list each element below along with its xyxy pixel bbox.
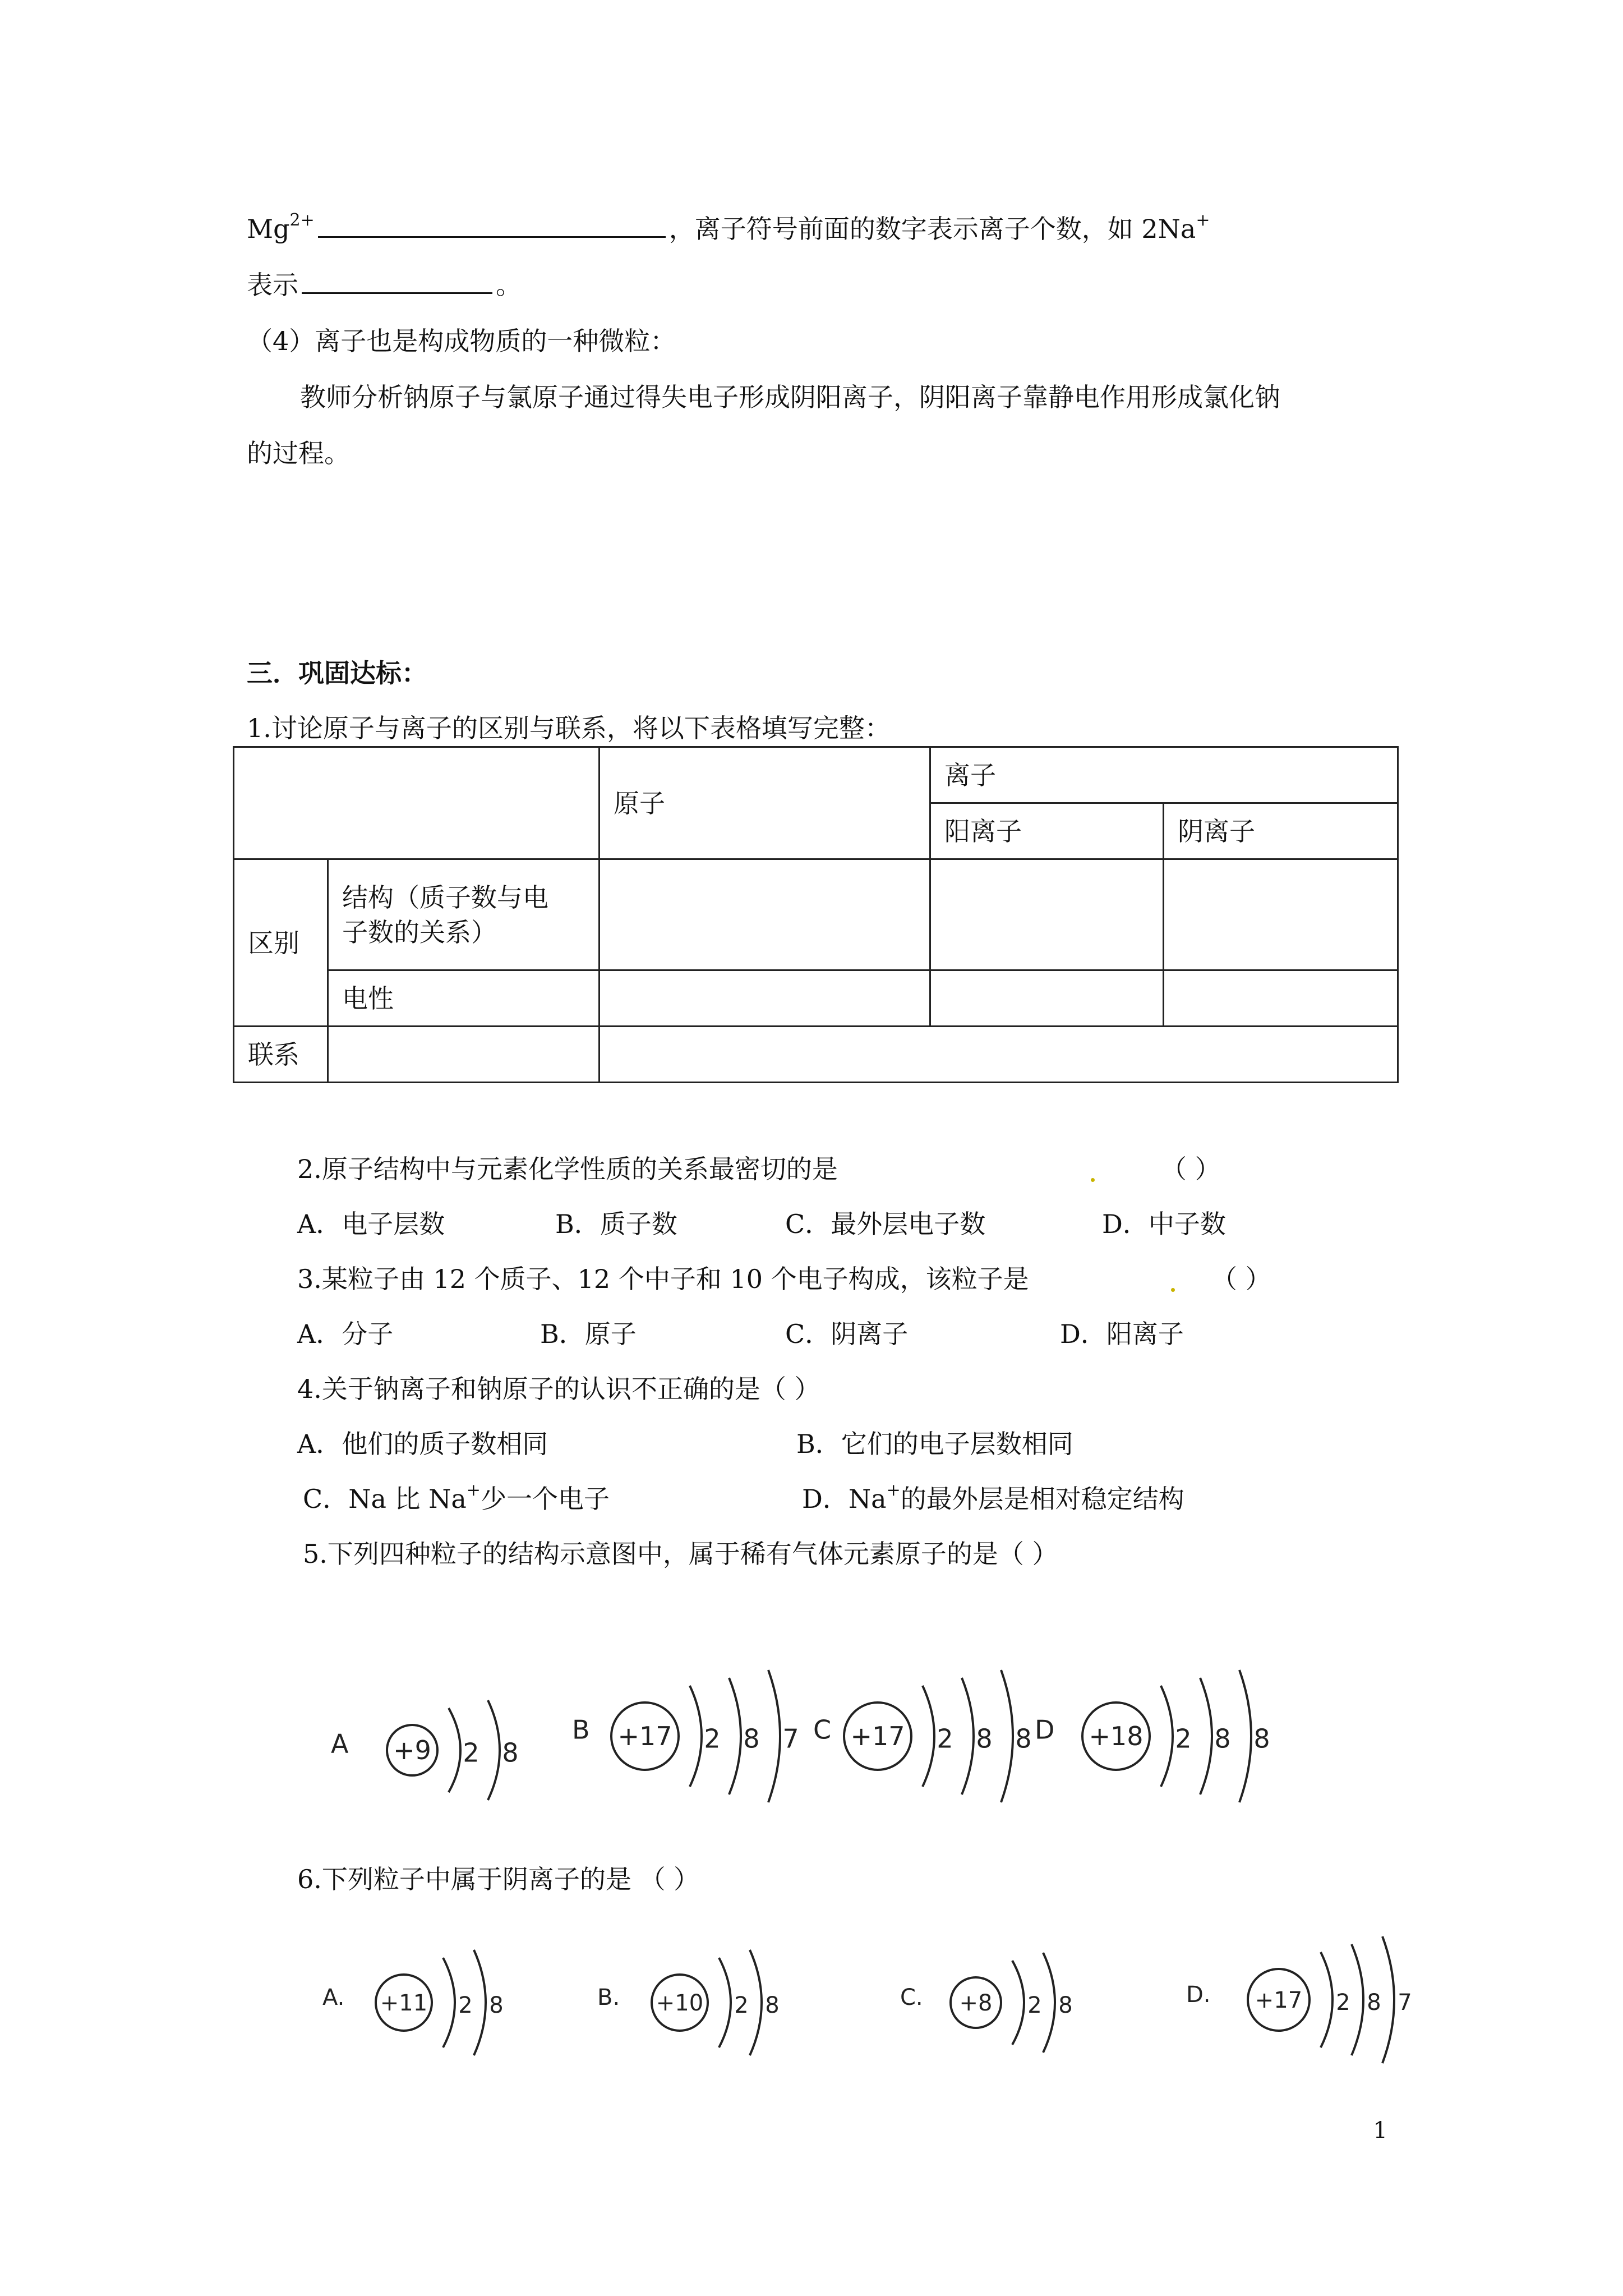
q4-option-d-text-end: 的最外层是相对稳定结构: [900, 1484, 1184, 1514]
shell-electron-count: 7: [782, 1723, 799, 1754]
cell-relation-label[interactable]: [328, 1027, 600, 1083]
nucleus-charge: +10: [656, 1990, 704, 2016]
shell-electron-count: 8: [1253, 1723, 1270, 1754]
q3-option-d[interactable]: D．阳离子: [1060, 1319, 1184, 1349]
electron-shell-arc: [1012, 1961, 1024, 2045]
q4-option-d[interactable]: [802, 1482, 1184, 1516]
decorative-dot: [1091, 1178, 1095, 1182]
comparison-table: [233, 746, 1399, 1083]
cell-relation-content[interactable]: [600, 1027, 1398, 1083]
q2-option-d[interactable]: D．中子数: [1102, 1209, 1226, 1239]
header-anion: 阴离子: [1164, 803, 1398, 859]
electron-shell-arc: [719, 1958, 731, 2047]
shell-electron-count: 2: [458, 1993, 473, 2018]
electron-shell-arc: [962, 1678, 974, 1795]
q4-option-c-text-end: 少一个电子: [480, 1484, 610, 1514]
represents-period: 。: [496, 270, 522, 300]
teacher-line-1: 教师分析钠原子与氯原子通过得失电子形成阴阳离子，阴阳离子靠静电作用形成氯化钠: [300, 382, 1280, 412]
cell-electric-cation[interactable]: [930, 970, 1164, 1027]
q6-diagram-row: [0, 1918, 1623, 2087]
na-charge: +: [1196, 210, 1210, 230]
table-corner-cell: [234, 747, 600, 859]
header-atom: 原子: [600, 747, 930, 859]
electron-shell-arc: [1382, 1936, 1394, 2063]
q6-diagram-label: D.: [1186, 1982, 1211, 2008]
q6-stem: 6.下列粒子中属于阴离子的是 （ ）: [297, 1864, 700, 1894]
teacher-line-2: 的过程。: [247, 438, 350, 468]
mg-symbol: Mg: [247, 214, 290, 244]
q4-option-d-text: D．Na: [802, 1484, 887, 1514]
electron-shell-arc: [1239, 1670, 1251, 1802]
electron-shell-arc: [768, 1670, 780, 1802]
shell-electron-count: 8: [502, 1737, 519, 1768]
represents-line: [247, 268, 522, 302]
nucleus-charge: +17: [850, 1721, 905, 1752]
q5-diagram-label: A: [331, 1728, 349, 1759]
header-ion: 离子: [930, 747, 1398, 803]
electron-shell-arc: [488, 1700, 500, 1800]
q4-option-b[interactable]: B．它们的电子层数相同: [796, 1429, 1073, 1459]
cell-structure-anion[interactable]: [1164, 859, 1398, 970]
q5-diagram-1: [331, 1700, 519, 1800]
page-number: 1: [1373, 2118, 1387, 2143]
shell-electron-count: 2: [1027, 1993, 1042, 2018]
represents-label: 表示: [247, 270, 298, 300]
item4-line: （4）离子也是构成物质的一种微粒：: [247, 326, 676, 356]
electron-shell-arc: [690, 1686, 702, 1787]
shell-electron-count: 2: [1175, 1723, 1192, 1754]
row-relation: 联系: [234, 1027, 328, 1083]
q5-diagram-2: [572, 1670, 799, 1802]
q3-option-b[interactable]: B．原子: [540, 1319, 637, 1349]
electron-shell-arc: [1200, 1678, 1212, 1795]
shell-electron-count: 8: [489, 1993, 504, 2018]
shell-electron-count: 2: [734, 1993, 749, 2018]
electron-shell-arc: [1001, 1670, 1013, 1802]
cell-structure-cation[interactable]: [930, 859, 1164, 970]
electron-shell-arc: [1321, 1952, 1332, 2047]
shell-electron-count: 8: [765, 1993, 780, 2018]
electron-shell-arc: [1352, 1944, 1363, 2055]
q4-option-c-text: C．Na 比 Na: [303, 1484, 467, 1514]
shell-electron-count: 8: [1214, 1723, 1231, 1754]
nucleus-charge: +18: [1089, 1721, 1144, 1752]
q2-answer-paren[interactable]: （ ）: [1161, 1154, 1221, 1184]
q5-diagram-row: [0, 1632, 1623, 1834]
cell-electric-atom[interactable]: [600, 970, 930, 1027]
nucleus-charge: +11: [380, 1990, 428, 2016]
q3-stem: 3.某粒子由 12 个质子、12 个中子和 10 个电子构成，该粒子是: [297, 1264, 1029, 1294]
ion-number-text: ，离子符号前面的数字表示离子个数，如 2Na: [668, 214, 1196, 244]
shell-electron-count: 2: [463, 1737, 479, 1768]
q5-diagram-4: [1035, 1670, 1270, 1802]
q4-option-c-charge: +: [466, 1480, 481, 1500]
q3-answer-paren[interactable]: （ ）: [1211, 1264, 1271, 1294]
decorative-dot: [1171, 1288, 1175, 1292]
shell-electron-count: 7: [1398, 1990, 1412, 2016]
q6-diagram-label: A.: [322, 1985, 345, 2010]
row-structure-line2: 子数的关系）: [342, 917, 497, 947]
section3-heading: 三．巩固达标：: [247, 658, 427, 688]
q6-diagram-2: [597, 1950, 780, 2055]
nucleus-charge: +17: [1255, 1987, 1303, 2013]
shell-electron-count: 2: [704, 1723, 721, 1754]
mg-meaning-blank[interactable]: [318, 236, 666, 238]
electron-shell-arc: [474, 1950, 486, 2055]
q6-diagram-1: [322, 1950, 504, 2055]
q6-diagram-label: C.: [900, 1985, 923, 2010]
cell-structure-atom[interactable]: [600, 859, 930, 970]
shell-electron-count: 2: [937, 1723, 953, 1754]
q2-stem: 2.原子结构中与元素化学性质的关系最密切的是: [297, 1154, 838, 1184]
q2-option-b[interactable]: B．质子数: [555, 1209, 677, 1239]
electron-shell-arc: [923, 1686, 934, 1787]
q4-option-c[interactable]: [303, 1482, 610, 1516]
electron-shell-arc: [1161, 1686, 1173, 1787]
nucleus-charge: +17: [617, 1721, 672, 1752]
q1-stem: 1.讨论原子与离子的区别与联系，将以下表格填写完整：: [247, 713, 891, 743]
electron-shell-arc: [1043, 1953, 1055, 2053]
nucleus-charge: +8: [959, 1990, 993, 2016]
q6-diagram-4: [1186, 1936, 1412, 2063]
shell-electron-count: 8: [976, 1723, 993, 1754]
row-difference: 区别: [234, 859, 328, 1027]
shell-electron-count: 8: [743, 1723, 760, 1754]
q4-option-d-charge: +: [886, 1480, 901, 1500]
cell-electric-anion[interactable]: [1164, 970, 1398, 1027]
q5-diagram-label: D: [1035, 1714, 1055, 1745]
q5-diagram-label: C: [813, 1714, 832, 1745]
shell-electron-count: 8: [1015, 1723, 1032, 1754]
electron-shell-arc: [449, 1708, 460, 1792]
shell-electron-count: 8: [1367, 1990, 1381, 2016]
row-structure: [328, 859, 600, 970]
row-structure-line1: 结构（质子数与电: [342, 882, 548, 913]
q3-option-c[interactable]: C．阴离子: [785, 1319, 909, 1349]
q6-diagram-label: B.: [597, 1985, 620, 2010]
shell-electron-count: 2: [1336, 1990, 1350, 2016]
q2-option-a[interactable]: A．电子层数: [297, 1209, 445, 1239]
q5-diagram-label: B: [572, 1714, 590, 1745]
header-cation: 阳离子: [930, 803, 1164, 859]
electron-shell-arc: [443, 1958, 455, 2047]
mg-ion-line: [247, 212, 1210, 246]
mg-charge: 2+: [289, 210, 315, 230]
nucleus-charge: +9: [393, 1735, 431, 1766]
q3-option-a[interactable]: A．分子: [297, 1319, 394, 1349]
electron-shell-arc: [729, 1678, 741, 1795]
q5-diagram-3: [813, 1670, 1032, 1802]
q6-diagram-3: [900, 1953, 1073, 2053]
q4-stem: 4.关于钠离子和钠原子的认识不正确的是（ ）: [297, 1374, 820, 1404]
q5-stem: 5.下列四种粒子的结构示意图中，属于稀有气体元素原子的是（ ）: [303, 1539, 1058, 1569]
q4-option-a[interactable]: A．他们的质子数相同: [297, 1429, 548, 1459]
represents-blank[interactable]: [302, 292, 492, 294]
q2-option-c[interactable]: C．最外层电子数: [785, 1209, 986, 1239]
row-electric: 电性: [328, 970, 600, 1027]
electron-shell-arc: [750, 1950, 762, 2055]
shell-electron-count: 8: [1058, 1993, 1073, 2018]
